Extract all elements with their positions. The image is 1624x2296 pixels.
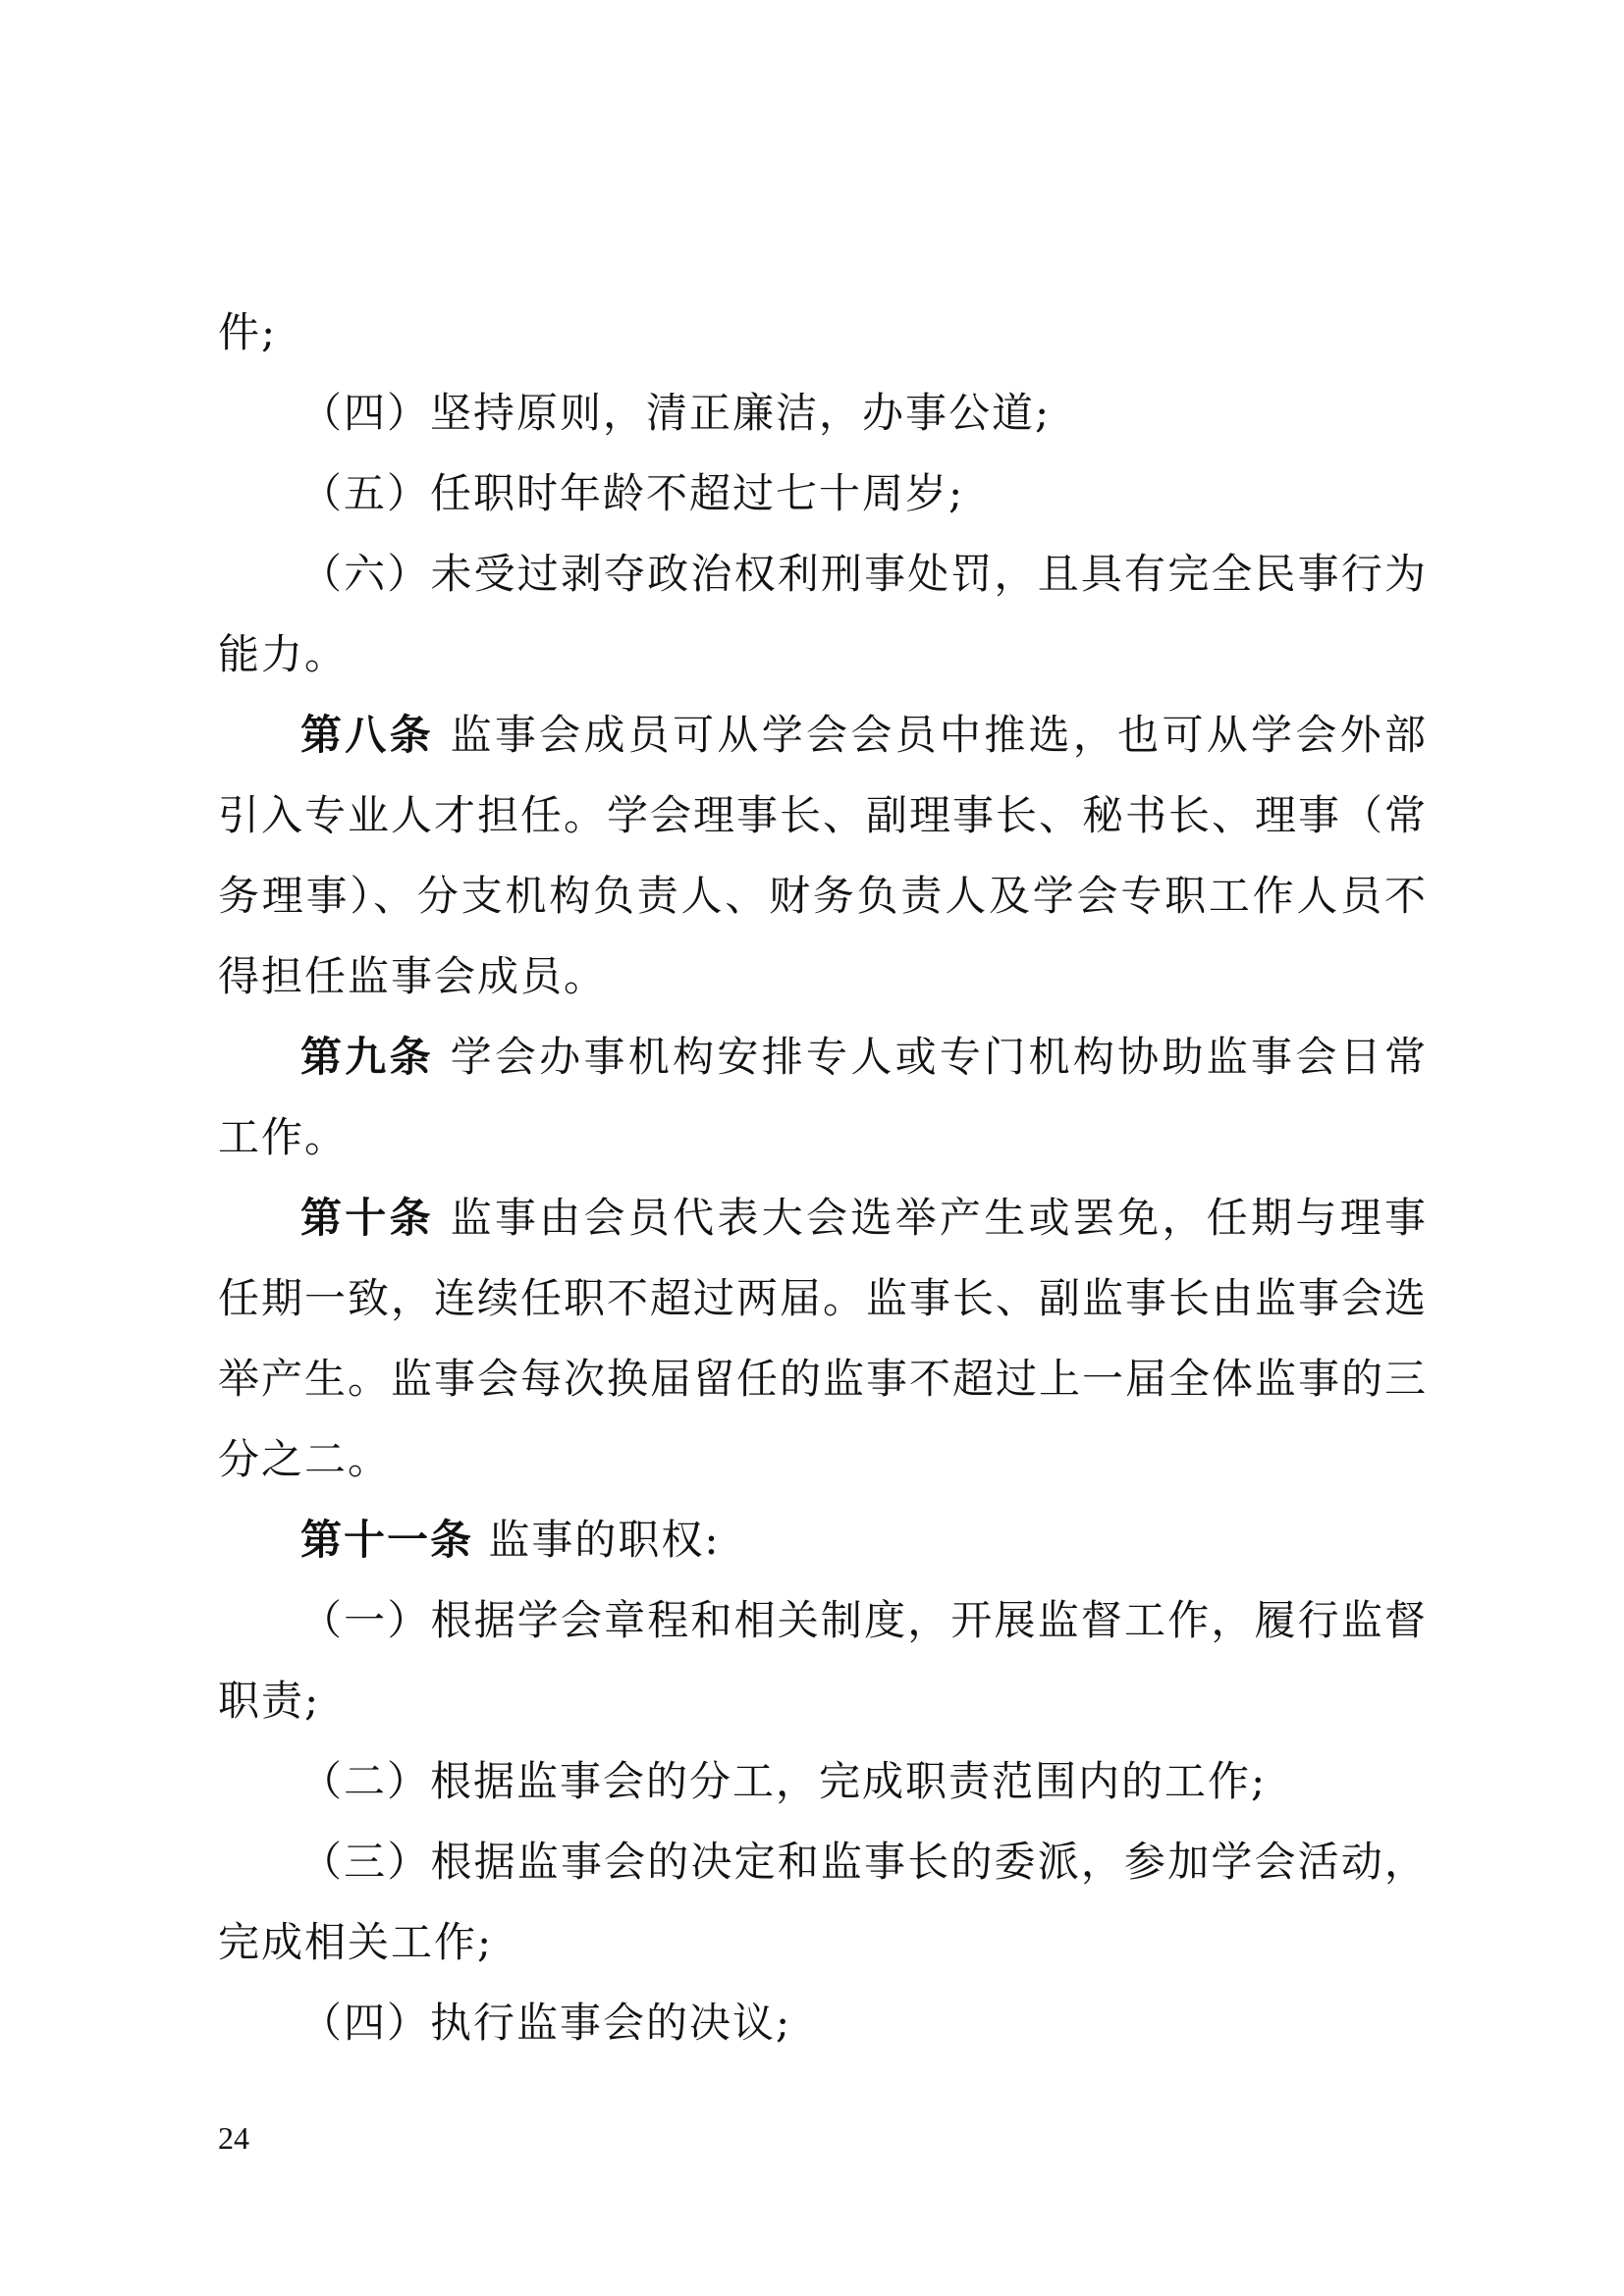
paragraph-text: （四）执行监事会的决议; bbox=[300, 1999, 792, 2047]
paragraph-text: （六）未受过剥夺政治权利刑事处罚，且具有完全民事行为能力。 bbox=[218, 550, 1428, 678]
article-heading: 第八条 bbox=[300, 711, 434, 759]
article-text: 监事会成员可从学会会员中推选，也可从学会外部引入专业人才担任。学会理事长、副理事长、秘书长、理事（常务理事）、分支机构负责人、财务负责人及学会专职工作人员不得担任监事会成员。 bbox=[218, 711, 1429, 1000]
article-10 bbox=[218, 1178, 1428, 1500]
paragraph-item-4 bbox=[218, 373, 1428, 454]
paragraph-continuation bbox=[218, 293, 1428, 373]
paragraph-text: （一）根据学会章程和相关制度，开展监督工作，履行监督职责; bbox=[218, 1596, 1428, 1725]
article-9 bbox=[218, 1017, 1428, 1178]
paragraph-text: （三）根据监事会的决定和监事长的委派，参加学会活动，完成相关工作; bbox=[218, 1838, 1428, 1966]
paragraph-item-2 bbox=[218, 1741, 1428, 1822]
paragraph-item-6 bbox=[218, 534, 1428, 695]
paragraph-item-1 bbox=[218, 1580, 1428, 1741]
paragraph-item-5 bbox=[218, 454, 1428, 534]
article-text: 监事由会员代表大会选举产生或罢免，任期与理事任期一致，连续任职不超过两届。监事长、副监事长由监事会选举产生。监事会每次换届留任的监事不超过上一届全体监事的三分之二。 bbox=[218, 1194, 1429, 1483]
article-text: 学会办事机构安排专人或专门机构协助监事会日常工作。 bbox=[218, 1033, 1428, 1161]
article-8 bbox=[218, 695, 1428, 1017]
paragraph-item-3 bbox=[218, 1822, 1428, 1983]
paragraph-text: （五）任职时年龄不超过七十周岁; bbox=[300, 469, 965, 517]
article-heading: 第十一条 bbox=[300, 1516, 474, 1564]
article-heading: 第九条 bbox=[300, 1033, 434, 1081]
article-heading: 第十条 bbox=[300, 1194, 434, 1242]
article-11 bbox=[218, 1500, 1428, 1580]
paragraph-text: （四）坚持原则，清正廉洁，办事公道; bbox=[300, 389, 1052, 437]
article-text: 监事的职权: bbox=[488, 1516, 721, 1564]
document-body bbox=[218, 293, 1428, 2063]
paragraph-text: （二）根据监事会的分工，完成职责范围内的工作; bbox=[300, 1757, 1268, 1805]
page-number: 24 bbox=[218, 2120, 249, 2156]
paragraph-text: 件; bbox=[218, 308, 278, 356]
paragraph-item-4b bbox=[218, 1983, 1428, 2063]
